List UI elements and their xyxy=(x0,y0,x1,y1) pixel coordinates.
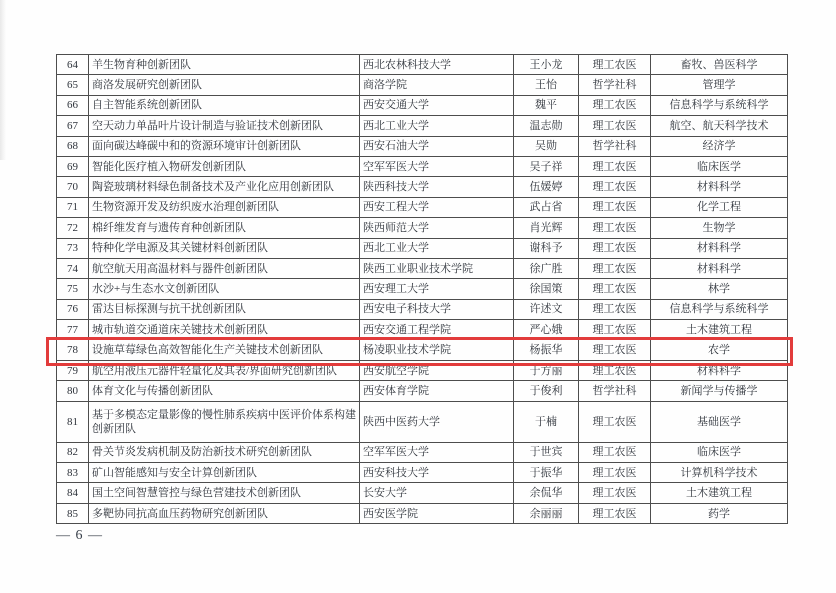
leader-name-cell: 武占省 xyxy=(514,197,579,217)
table-row xyxy=(57,401,788,442)
category-cell: 理工农医 xyxy=(579,116,651,136)
leader-name-cell: 肖光辉 xyxy=(514,218,579,238)
discipline-cell: 材料科学 xyxy=(651,258,788,278)
leader-name-cell: 吴勋 xyxy=(514,136,579,156)
team-name-cell: 雷达目标探测与抗干扰创新团队 xyxy=(89,299,360,319)
row-index-cell: 80 xyxy=(57,381,89,401)
university-cell: 西北工业大学 xyxy=(360,238,514,258)
team-name-cell: 矿山智能感知与安全计算创新团队 xyxy=(89,463,360,483)
table-row xyxy=(57,463,788,483)
row-index-cell: 76 xyxy=(57,299,89,319)
leader-name-cell: 伍媛婷 xyxy=(514,177,579,197)
table-row xyxy=(57,177,788,197)
category-cell: 理工农医 xyxy=(579,177,651,197)
category-cell: 理工农医 xyxy=(579,401,651,442)
category-cell: 理工农医 xyxy=(579,279,651,299)
row-index-cell: 70 xyxy=(57,177,89,197)
row-index-cell: 82 xyxy=(57,442,89,462)
leader-name-cell: 谢科予 xyxy=(514,238,579,258)
category-cell: 理工农医 xyxy=(579,320,651,340)
discipline-cell: 畜牧、兽医科学 xyxy=(651,55,788,75)
category-cell: 理工农医 xyxy=(579,463,651,483)
table-row xyxy=(57,55,788,75)
category-cell: 理工农医 xyxy=(579,483,651,503)
discipline-cell: 农学 xyxy=(651,340,788,360)
leader-name-cell: 于方丽 xyxy=(514,360,579,380)
category-cell: 理工农医 xyxy=(579,503,651,523)
team-name-cell: 水沙+与生态水文创新团队 xyxy=(89,279,360,299)
table-row xyxy=(57,503,788,523)
university-cell: 西安航空学院 xyxy=(360,360,514,380)
row-index-cell: 79 xyxy=(57,360,89,380)
table-row xyxy=(57,156,788,176)
category-cell: 哲学社科 xyxy=(579,75,651,95)
table-row xyxy=(57,116,788,136)
university-cell: 西北工业大学 xyxy=(360,116,514,136)
discipline-cell: 生物学 xyxy=(651,218,788,238)
row-index-cell: 65 xyxy=(57,75,89,95)
university-cell: 西安电子科技大学 xyxy=(360,299,514,319)
leader-name-cell: 于振华 xyxy=(514,463,579,483)
team-name-cell: 国土空间智慧管控与绿色营建技术创新团队 xyxy=(89,483,360,503)
team-name-cell: 羊生物育种创新团队 xyxy=(89,55,360,75)
category-cell: 理工农医 xyxy=(579,258,651,278)
discipline-cell: 林学 xyxy=(651,279,788,299)
discipline-cell: 经济学 xyxy=(651,136,788,156)
table-row xyxy=(57,95,788,115)
team-name-cell: 陶瓷玻璃材料绿色制备技术及产业化应用创新团队 xyxy=(89,177,360,197)
team-name-cell: 设施草莓绿色高效智能化生产关键技术创新团队 xyxy=(89,340,360,360)
discipline-cell: 信息科学与系统科学 xyxy=(651,299,788,319)
row-index-cell: 83 xyxy=(57,463,89,483)
leader-name-cell: 温志勋 xyxy=(514,116,579,136)
team-name-cell: 航空用液压元器件轻量化及其表/界面研究创新团队 xyxy=(89,360,360,380)
university-cell: 西安医学院 xyxy=(360,503,514,523)
team-name-cell: 智能化医疗植入物研发创新团队 xyxy=(89,156,360,176)
university-cell: 西安体育学院 xyxy=(360,381,514,401)
row-index-cell: 67 xyxy=(57,116,89,136)
university-cell: 长安大学 xyxy=(360,483,514,503)
university-cell: 西安石油大学 xyxy=(360,136,514,156)
row-index-cell: 78 xyxy=(57,340,89,360)
table-row xyxy=(57,279,788,299)
discipline-cell: 航空、航天科学技术 xyxy=(651,116,788,136)
discipline-cell: 新闻学与传播学 xyxy=(651,381,788,401)
leader-name-cell: 于世宾 xyxy=(514,442,579,462)
table-row xyxy=(57,442,788,462)
discipline-cell: 化学工程 xyxy=(651,197,788,217)
leader-name-cell: 杨振华 xyxy=(514,340,579,360)
category-cell: 哲学社科 xyxy=(579,136,651,156)
team-name-cell: 生物资源开发及纺织废水治理创新团队 xyxy=(89,197,360,217)
team-name-cell: 骨关节炎发病机制及防治新技术研究创新团队 xyxy=(89,442,360,462)
row-index-cell: 85 xyxy=(57,503,89,523)
discipline-cell: 信息科学与系统科学 xyxy=(651,95,788,115)
table-row xyxy=(57,381,788,401)
table-row xyxy=(57,299,788,319)
university-cell: 商洛学院 xyxy=(360,75,514,95)
team-name-cell: 体育文化与传播创新团队 xyxy=(89,381,360,401)
university-cell: 空军军医大学 xyxy=(360,156,514,176)
discipline-cell: 材料科学 xyxy=(651,177,788,197)
leader-name-cell: 于楠 xyxy=(514,401,579,442)
university-cell: 西安科技大学 xyxy=(360,463,514,483)
table-row xyxy=(57,197,788,217)
table-row xyxy=(57,258,788,278)
row-index-cell: 77 xyxy=(57,320,89,340)
leader-name-cell: 徐广胜 xyxy=(514,258,579,278)
discipline-cell: 土木建筑工程 xyxy=(651,483,788,503)
category-cell: 哲学社科 xyxy=(579,381,651,401)
row-index-cell: 75 xyxy=(57,279,89,299)
team-table-body xyxy=(57,55,788,524)
row-index-cell: 73 xyxy=(57,238,89,258)
category-cell: 理工农医 xyxy=(579,95,651,115)
table-row xyxy=(57,483,788,503)
row-index-cell: 71 xyxy=(57,197,89,217)
team-name-cell: 棉纤维发育与遗传育种创新团队 xyxy=(89,218,360,238)
discipline-cell: 临床医学 xyxy=(651,156,788,176)
category-cell: 理工农医 xyxy=(579,299,651,319)
team-name-cell: 基于多模态定量影像的慢性肺系疾病中医评价体系构建创新团队 xyxy=(89,401,360,442)
university-cell: 陕西中医药大学 xyxy=(360,401,514,442)
leader-name-cell: 王小龙 xyxy=(514,55,579,75)
table-row xyxy=(57,75,788,95)
discipline-cell: 管理学 xyxy=(651,75,788,95)
team-name-cell: 城市轨道交通道床关键技术创新团队 xyxy=(89,320,360,340)
team-name-cell: 多靶协同抗高血压药物研究创新团队 xyxy=(89,503,360,523)
row-index-cell: 64 xyxy=(57,55,89,75)
discipline-cell: 计算机科学技术 xyxy=(651,463,788,483)
university-cell: 陕西师范大学 xyxy=(360,218,514,238)
page-number: — 6 — xyxy=(56,528,103,543)
row-index-cell: 66 xyxy=(57,95,89,115)
category-cell: 理工农医 xyxy=(579,218,651,238)
team-name-cell: 商洛发展研究创新团队 xyxy=(89,75,360,95)
table-row xyxy=(57,218,788,238)
leader-name-cell: 余侃华 xyxy=(514,483,579,503)
university-cell: 西安交通工程学院 xyxy=(360,320,514,340)
discipline-cell: 土木建筑工程 xyxy=(651,320,788,340)
university-cell: 陕西科技大学 xyxy=(360,177,514,197)
category-cell: 理工农医 xyxy=(579,197,651,217)
row-index-cell: 69 xyxy=(57,156,89,176)
discipline-cell: 临床医学 xyxy=(651,442,788,462)
table-row xyxy=(57,320,788,340)
team-name-cell: 航空航天用高温材料与器件创新团队 xyxy=(89,258,360,278)
table-row xyxy=(57,238,788,258)
table-row xyxy=(57,360,788,380)
category-cell: 理工农医 xyxy=(579,238,651,258)
leader-name-cell: 王怡 xyxy=(514,75,579,95)
category-cell: 理工农医 xyxy=(579,55,651,75)
category-cell: 理工农医 xyxy=(579,156,651,176)
row-index-cell: 81 xyxy=(57,401,89,442)
university-cell: 陕西工业职业技术学院 xyxy=(360,258,514,278)
university-cell: 空军军医大学 xyxy=(360,442,514,462)
table-row xyxy=(57,136,788,156)
row-index-cell: 84 xyxy=(57,483,89,503)
discipline-cell: 材料科学 xyxy=(651,360,788,380)
team-name-cell: 自主智能系统创新团队 xyxy=(89,95,360,115)
discipline-cell: 基础医学 xyxy=(651,401,788,442)
row-index-cell: 68 xyxy=(57,136,89,156)
discipline-cell: 药学 xyxy=(651,503,788,523)
team-name-cell: 特种化学电源及其关键材料创新团队 xyxy=(89,238,360,258)
leader-name-cell: 余丽丽 xyxy=(514,503,579,523)
table-row xyxy=(57,340,788,360)
university-cell: 杨凌职业技术学院 xyxy=(360,340,514,360)
leader-name-cell: 吴子祥 xyxy=(514,156,579,176)
category-cell: 理工农医 xyxy=(579,360,651,380)
university-cell: 西安交通大学 xyxy=(360,95,514,115)
category-cell: 理工农医 xyxy=(579,442,651,462)
university-cell: 西北农林科技大学 xyxy=(360,55,514,75)
discipline-cell: 材料科学 xyxy=(651,238,788,258)
university-cell: 西安理工大学 xyxy=(360,279,514,299)
leader-name-cell: 徐国策 xyxy=(514,279,579,299)
row-index-cell: 72 xyxy=(57,218,89,238)
leader-name-cell: 许述文 xyxy=(514,299,579,319)
row-index-cell: 74 xyxy=(57,258,89,278)
category-cell: 理工农医 xyxy=(579,340,651,360)
leader-name-cell: 严心娥 xyxy=(514,320,579,340)
innovation-team-table xyxy=(56,54,788,524)
university-cell: 西安工程大学 xyxy=(360,197,514,217)
team-name-cell: 面向碳达峰碳中和的资源环境审计创新团队 xyxy=(89,136,360,156)
team-name-cell: 空天动力单晶叶片设计制造与验证技术创新团队 xyxy=(89,116,360,136)
leader-name-cell: 于俊利 xyxy=(514,381,579,401)
scan-edge-shadow xyxy=(0,0,6,160)
leader-name-cell: 魏平 xyxy=(514,95,579,115)
